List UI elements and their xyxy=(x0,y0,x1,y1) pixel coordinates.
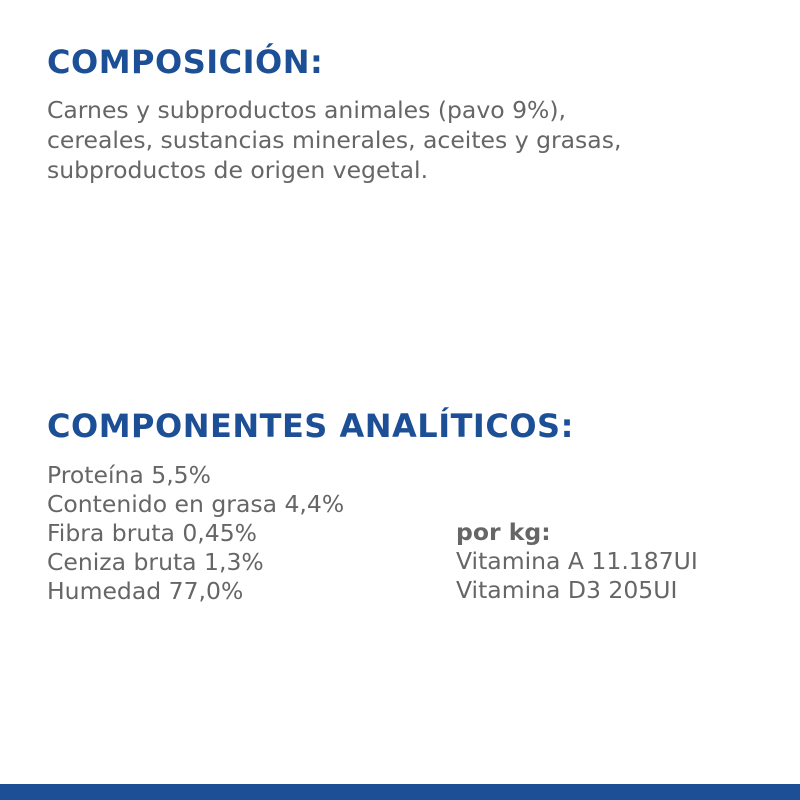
vitamin-d3-item: Vitamina D3 205UI xyxy=(456,576,678,604)
per-kg-label: por kg: xyxy=(456,518,551,546)
composition-heading: COMPOSICIÓN: xyxy=(47,43,324,81)
analytical-components-heading: COMPONENTES ANALÍTICOS: xyxy=(47,407,574,445)
composition-line: cereales, sustancias minerales, aceites y grasas, xyxy=(47,126,622,154)
analytical-item-fat: Contenido en grasa 4,4% xyxy=(47,490,345,518)
composition-line: Carnes y subproductos animales (pavo 9%), xyxy=(47,96,567,124)
composition-text xyxy=(47,95,767,185)
analytical-components-list xyxy=(47,461,344,606)
vitamin-a-item: Vitamina A 11.187UI xyxy=(456,547,698,575)
bottom-brand-bar xyxy=(0,784,800,800)
analytical-item-fiber: Fibra bruta 0,45% xyxy=(47,519,257,547)
analytical-item-protein: Proteína 5,5% xyxy=(47,461,211,489)
analytical-item-moisture: Humedad 77,0% xyxy=(47,577,244,605)
vitamins-per-kg-list xyxy=(456,518,698,605)
composition-line: subproductos de origen vegetal. xyxy=(47,156,429,184)
analytical-item-ash: Ceniza bruta 1,3% xyxy=(47,548,264,576)
